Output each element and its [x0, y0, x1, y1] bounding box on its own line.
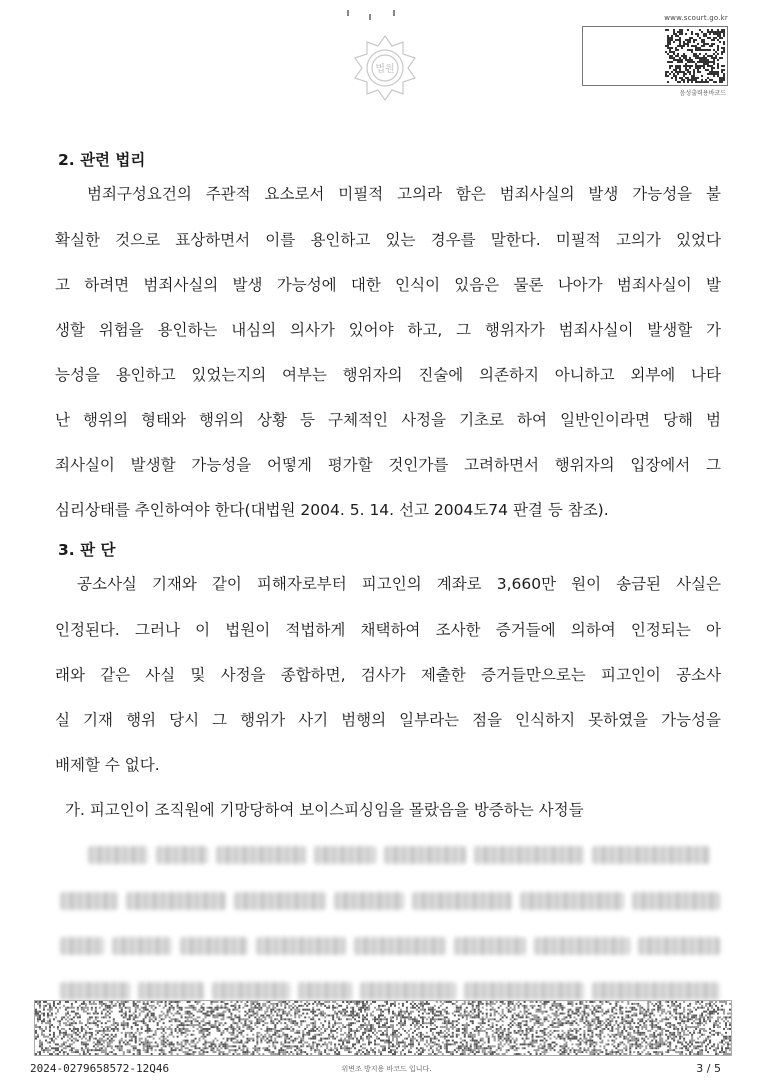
barcode-pattern — [665, 29, 725, 83]
body-line: 고 하려면 범죄사실의 발생 가능성에 대한 인식이 있음은 물론 나아가 범죄사실이 발 — [55, 276, 721, 294]
subheading: 가. 피고인이 조직원에 기망당하여 보이스피싱임을 몰랐음을 방증하는 사정들 — [65, 801, 584, 819]
redacted-line — [60, 937, 720, 955]
body-line: 실 기재 행위 당시 그 행위가 사기 범행의 일부라는 점을 인식하지 못하였을 가능성을 — [55, 711, 721, 729]
voice-barcode — [582, 26, 728, 86]
top-marks — [345, 8, 405, 22]
body-line: 배제할 수 없다. — [55, 756, 160, 774]
body-line: 범죄구성요건의 주관적 요소로서 미필적 고의라 함은 범죄사실의 발생 가능성을 불 — [87, 185, 721, 203]
body-line: 심리상태를 추인하여야 한다(대법원 2004. 5. 14. 선고 2004도74 판결 등 참조). — [55, 501, 609, 519]
barcode-caption: 음성출력용바코드 — [679, 90, 726, 97]
body-line: 인정된다. 그러나 이 법원이 적법하게 채택하여 조사한 증거들에 의하여 인정되는 아 — [55, 621, 721, 639]
body-line: 확실한 것으로 표상하면서 이를 용인하고 있는 경우를 말한다. 미필적 고의가 있었다 — [55, 231, 721, 249]
svg-text:법원: 법원 — [375, 64, 395, 75]
redacted-line — [60, 892, 720, 910]
redacted-line — [60, 982, 720, 1000]
barcode-note: 위변조 방지용 바코드 입니다. — [341, 1065, 432, 1073]
section-heading-judgment: 3. 판 단 — [58, 541, 116, 559]
voice-barcode-block — [582, 14, 728, 98]
body-line: 생할 위험을 용인하는 내심의 의사가 있어야 하고, 그 행위자가 범죄사실이 발생할 가 — [55, 321, 721, 339]
redacted-line — [60, 846, 710, 864]
page-number: 3 / 5 — [696, 1062, 721, 1075]
body-line: 공소사실 기재와 같이 피해자로부터 피고인의 계좌로 3,660만 원이 송금된 사실은 — [77, 575, 721, 593]
court-seal — [345, 30, 425, 110]
body-line: 죄사실이 발생할 가능성을 어떻게 평가할 것인가를 고려하면서 행위자의 입장에서 그 — [55, 456, 721, 474]
body-line: 능성을 용인하고 있었는지의 여부는 행위자의 진술에 의존하지 아니하고 외부에 나타 — [55, 366, 721, 384]
body-line: 난 행위의 형태와 행위의 상황 등 구체적인 사정을 기초로 하여 일반인이라면 당해 범 — [55, 411, 721, 429]
body-line: 래와 같은 사실 및 사정을 종합하면, 검사가 제출한 증거들만으로는 피고인이 공소사 — [55, 666, 721, 684]
court-url: www.scourt.go.kr — [664, 14, 728, 22]
document-id: 2024-0279658572-12Q46 — [30, 1062, 170, 1075]
anti-forgery-barcode — [34, 1000, 732, 1056]
section-heading-legal-principle: 2. 관련 법리 — [58, 151, 146, 169]
